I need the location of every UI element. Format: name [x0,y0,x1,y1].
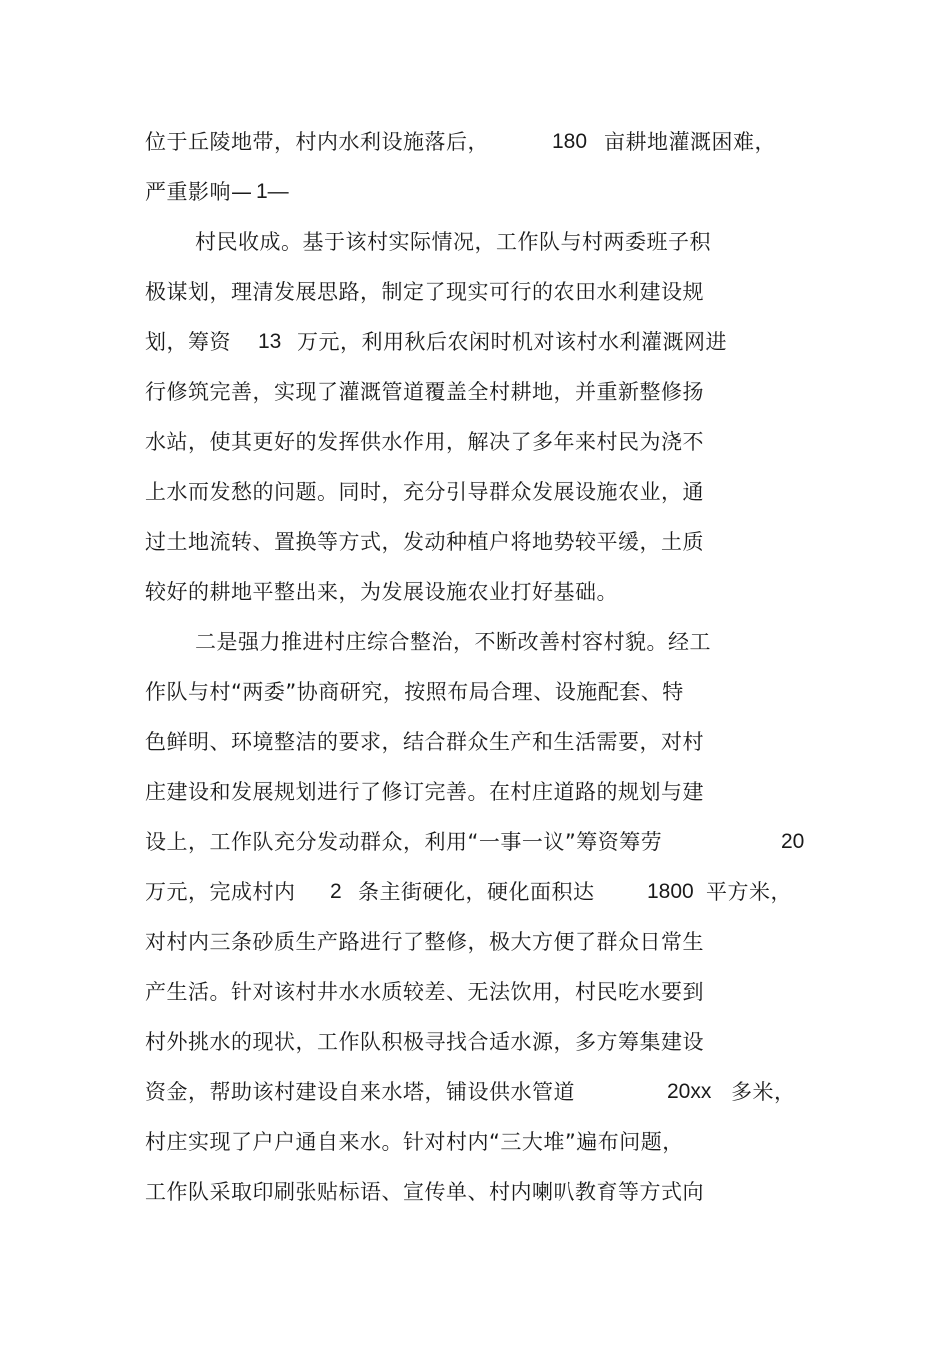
number: 20 [781,830,805,853]
text-line: 划，筹资 [145,330,231,354]
number: 1800 [647,880,694,903]
text-line: 万元，利用秋后农闲时机对该村水利灌溉网进 [297,330,727,354]
number: 2 [330,880,342,903]
text-line: 万元，完成村内 [145,880,296,904]
text-line: 资金，帮助该村建设自来水塔，铺设供水管道 [145,1080,575,1104]
paragraph-line: 较好的耕地平整出来，为发展设施农业打好基础。 [145,580,618,604]
paragraph-line: 二是强力推进村庄综合整治，不断改善村容村貌。经工 [195,630,711,654]
paragraph-line: 水站，使其更好的发挥供水作用，解决了多年来村民为浇不 [145,430,704,454]
text-line: 条主街硬化，硬化面积达 [358,880,595,904]
text-line: 亩耕地灌溉困难， [604,130,776,154]
paragraph-line: 庄建设和发展规划进行了修订完善。在村庄道路的规划与建 [145,780,704,804]
paragraph-line: 对村内三条砂质生产路进行了整修，极大方便了群众日常生 [145,930,704,954]
text-line: 多米， [731,1080,796,1104]
page-number: 1— [256,180,289,203]
number: 20xx [667,1080,712,1103]
number: 180 [552,130,588,153]
number: 13 [258,330,282,353]
paragraph-line: 村外挑水的现状，工作队积极寻找合适水源，多方筹集建设 [145,1030,704,1054]
paragraph-line: 极谋划，理清发展思路，制定了现实可行的农田水利建设规 [145,280,704,304]
paragraph-line: 作队与村“两委”协商研究，按照布局合理、设施配套、特 [145,680,684,704]
paragraph-line: 上水而发愁的问题。同时，充分引导群众发展设施农业，通 [145,480,704,504]
paragraph-line: 行修筑完善，实现了灌溉管道覆盖全村耕地，并重新整修扬 [145,380,704,404]
paragraph-line: 村民收成。基于该村实际情况，工作队与村两委班子积 [195,230,711,254]
text-line: 设上，工作队充分发动群众，利用“一事一议”筹资筹劳 [145,830,663,854]
paragraph-line: 产生活。针对该村井水水质较差、无法饮用，村民吃水要到 [145,980,704,1004]
paragraph-line: 工作队采取印刷张贴标语、宣传单、村内喇叭教育等方式向 [145,1180,704,1204]
paragraph-line: 过土地流转、置换等方式，发动种植户将地势较平缓，土质 [145,530,704,554]
paragraph-line: 色鲜明、环境整洁的要求，结合群众生产和生活需要，对村 [145,730,704,754]
text-line: 位于丘陵地带，村内水利设施落后， [145,130,489,154]
paragraph-line: 村庄实现了户户通自来水。针对村内“三大堆”遍布问题， [145,1130,684,1154]
text-line: 严重影响— [145,180,253,204]
text-line: 平方米， [706,880,792,904]
